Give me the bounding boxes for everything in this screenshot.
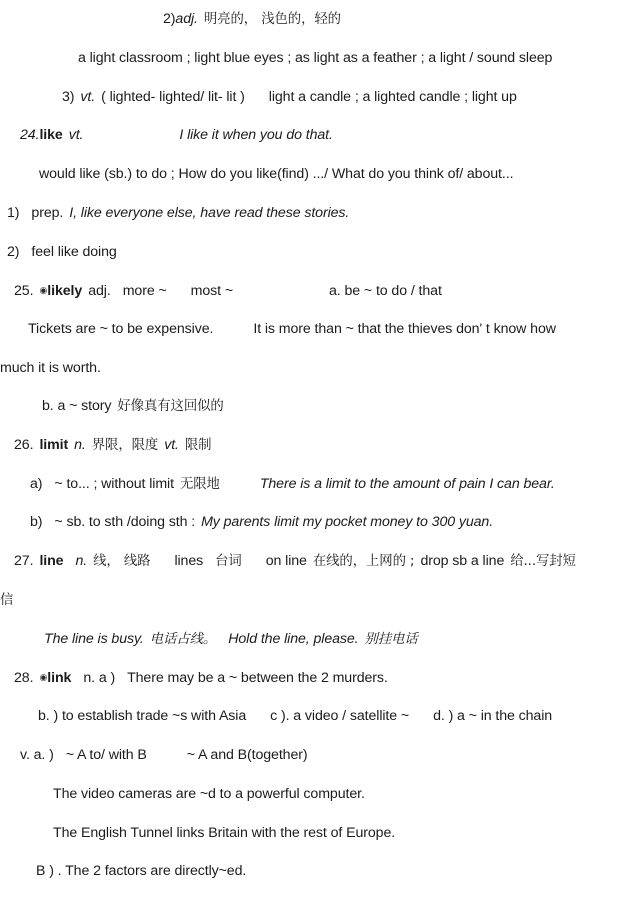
chinese-gloss: 台词 <box>215 554 242 569</box>
entry-24-sense1-line <box>0 204 640 222</box>
entry-27-headword-line <box>0 552 640 571</box>
entry-27-wrap-line <box>0 591 640 610</box>
example-sentence: The line is busy. <box>44 631 144 647</box>
entry-28-senseB-line <box>0 862 640 880</box>
usage-pattern: ~ A to/ with B <box>65 747 147 763</box>
entry-26-headword-line <box>0 436 640 455</box>
example-sentence: There may be a ~ between the 2 murders. <box>127 670 388 686</box>
example-sentence: I, like everyone else, have read these stories. <box>69 205 350 221</box>
example-sentence: It is more than ~ that the thieves don' t know how <box>253 321 556 337</box>
part-of-speech: vt. <box>68 127 84 143</box>
chinese-translation: 电话占线。 <box>149 632 217 647</box>
example-sentence: My parents limit my pocket money to 300 yuan. <box>201 514 494 530</box>
entry-light-examples-line <box>0 49 640 67</box>
sense-label: b) <box>30 514 43 530</box>
chinese-gloss: 好像真有这回似的 <box>117 399 224 414</box>
part-of-speech: vt. <box>80 89 96 105</box>
part-of-speech: n. a ) <box>83 670 116 686</box>
sense-c: c ). a video / satellite ~ <box>270 708 410 724</box>
part-of-speech: adj. <box>175 11 198 27</box>
chinese-translation: 别挂电话 <box>364 632 418 647</box>
part-of-speech: n. <box>74 437 86 453</box>
entry-28-example2-line <box>0 824 640 842</box>
usage-pattern: a. be ~ to do / that <box>329 283 442 299</box>
entry-number: 26. <box>14 437 34 453</box>
entry-25-headword-line <box>0 281 640 300</box>
example-sentence-continuation: much it is worth. <box>0 360 101 376</box>
usage-phrase: feel like doing <box>31 244 117 260</box>
usage-phrase: drop sb a line <box>420 553 505 569</box>
entry-28-senses-line <box>0 707 640 725</box>
chinese-gloss-continuation: 信 <box>0 593 14 608</box>
inflected-form: lines <box>174 553 204 569</box>
entry-25-examples-line <box>0 320 640 338</box>
entry-28-verb-line <box>0 746 640 764</box>
usage-pattern: ~ to... ; without limit <box>54 476 174 492</box>
example-sentence: B ) . The 2 factors are directly~ed. <box>36 863 247 879</box>
entry-light-sense3-line <box>0 88 640 106</box>
entry-number: 28. <box>14 670 34 686</box>
chinese-gloss: 界限，限度 <box>91 438 159 453</box>
entry-26-sensea-line <box>0 475 640 494</box>
chinese-gloss: 给...写封短 <box>510 554 576 569</box>
part-of-speech: n. <box>75 553 88 569</box>
sense-number: 1) <box>7 205 20 221</box>
entry-24-sense2-line <box>0 243 640 261</box>
entry-number: 27. <box>14 553 34 569</box>
sense-number: 3) <box>62 89 75 105</box>
sense-number: 2) <box>7 244 20 260</box>
usage-pattern: b. a ~ story <box>42 398 112 414</box>
example-sentence: There is a limit to the amount of pain I can bear. <box>259 476 555 492</box>
entry-28-example1-line <box>0 785 640 803</box>
example-phrases: a light classroom ; light blue eyes ; as light as a feather ; a light / sound sleep <box>78 50 553 66</box>
part-of-speech: prep. <box>31 205 64 221</box>
entry-28-headword-line <box>0 668 640 687</box>
circle-bullet-icon: ◉ <box>39 672 48 682</box>
headword: link <box>47 670 72 686</box>
entry-25-examples-wrap-line <box>0 359 640 377</box>
headword: line <box>39 553 64 569</box>
chinese-gloss: 限制 <box>184 438 212 453</box>
example-sentence: Tickets are ~ to be expensive. <box>28 321 214 337</box>
chinese-gloss: 线， 线路 <box>93 554 151 569</box>
entry-number: 25. <box>14 283 34 299</box>
sense-number: 2) <box>163 11 176 27</box>
usage-pattern: ~ A and B(together) <box>186 747 308 763</box>
usage-phrase: on line <box>265 553 307 569</box>
comparative-form: more ~ <box>122 283 167 299</box>
entry-27-examples-line <box>0 630 640 649</box>
superlative-form: most ~ <box>190 283 234 299</box>
chinese-gloss: 明亮的， 浅色的，轻的 <box>203 12 341 27</box>
entry-25-senseb-line <box>0 397 640 416</box>
sense-b: b. ) to establish trade ~s with Asia <box>38 708 247 724</box>
circle-bullet-icon: ◉ <box>39 285 48 295</box>
part-of-speech: vt. <box>164 437 179 453</box>
chinese-gloss: 在线的，上网的 ; <box>312 554 415 569</box>
verb-forms: ( lighted- lighted/ lit- lit ) <box>101 89 245 105</box>
example-sentence: The English Tunnel links Britain with the rest of Europe. <box>53 825 396 841</box>
entry-light-sense2-line <box>0 10 640 29</box>
example-sentence: Hold the line, please. <box>228 631 359 647</box>
sense-d: d. ) a ~ in the chain <box>433 708 553 724</box>
example-sentence: The video cameras are ~d to a powerful computer. <box>53 786 365 802</box>
part-of-speech: adj. <box>88 283 111 299</box>
entry-24-patterns-line <box>0 165 640 183</box>
entry-24-headword-line <box>0 126 640 144</box>
usage-patterns: would like (sb.) to do ; How do you like(find) .../ What do you think of/ about... <box>39 166 514 182</box>
headword: like <box>39 127 63 143</box>
usage-pattern: ~ sb. to sth /doing sth : <box>54 514 196 530</box>
entry-26-senseb-line <box>0 513 640 531</box>
example-sentence: I like it when you do that. <box>179 127 333 143</box>
headword: limit <box>39 437 69 453</box>
entry-number: 24. <box>20 127 40 143</box>
headword: likely <box>47 283 83 299</box>
example-phrases: light a candle ; a lighted candle ; light up <box>268 89 517 105</box>
sense-label: a) <box>30 476 43 492</box>
chinese-gloss: 无限地 <box>179 477 220 492</box>
sense-label: v. a. ) <box>20 747 54 763</box>
